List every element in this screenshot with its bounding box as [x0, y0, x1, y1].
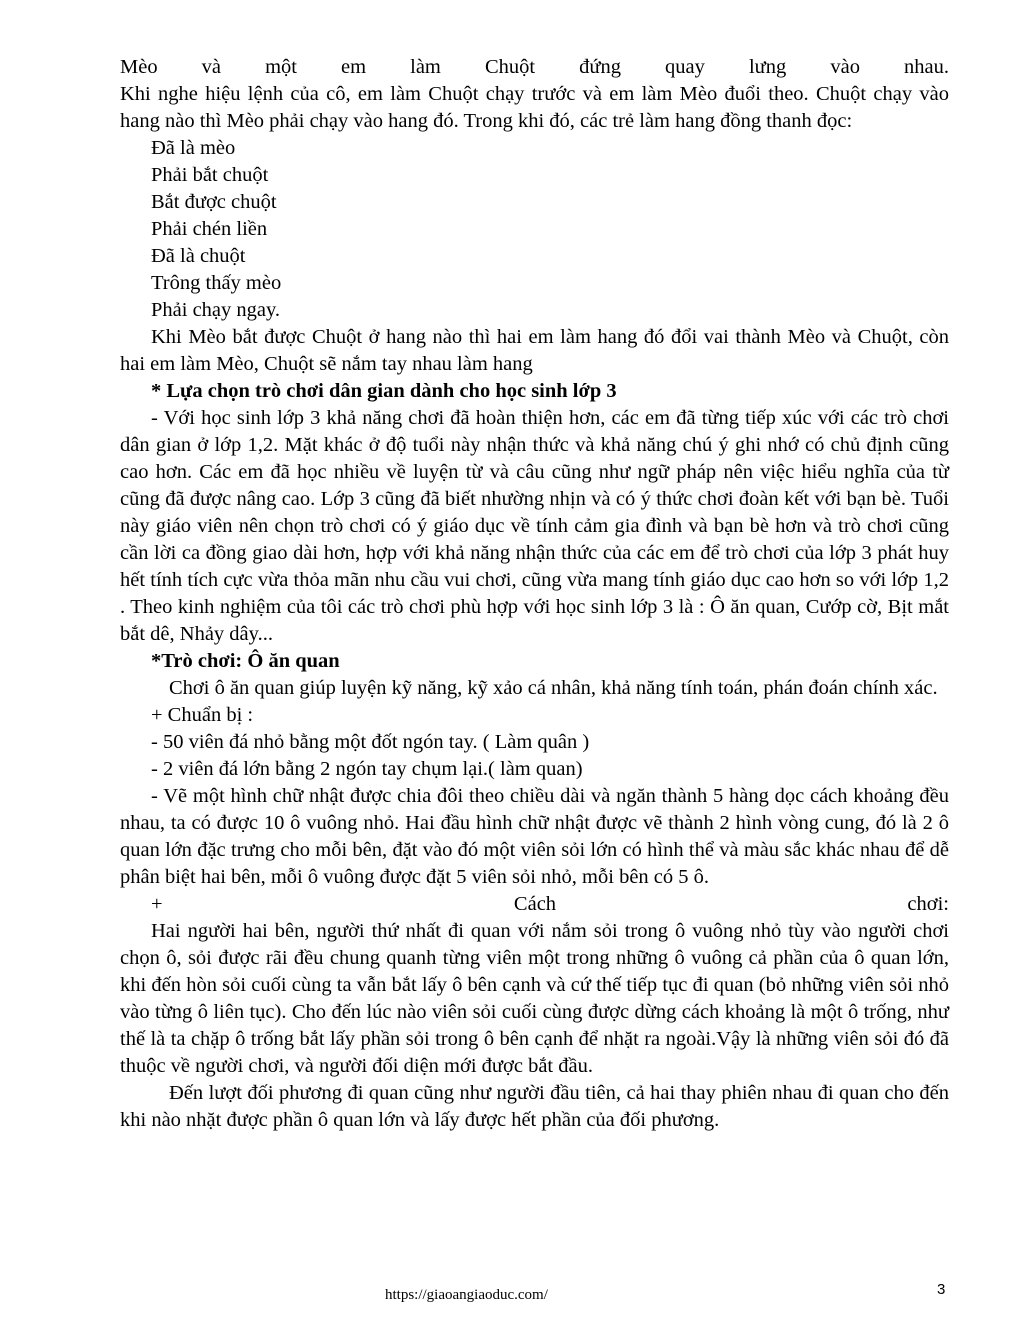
paragraph: Khi Mèo bắt được Chuột ở hang nào thì hai em làm hang đó đổi vai thành Mèo và Chuột, còn hai em làm Mèo, Chuột sẽ nắm tay nhau làm hang [120, 326, 949, 375]
verse-line: Phải chạy ngay. [151, 299, 281, 321]
document-body [120, 54, 949, 1134]
page-number: 3 [937, 1281, 946, 1298]
paragraph: Hai người hai bên, người thứ nhất đi quan với nắm sỏi trong ô vuông nhỏ tùy vào người chơi chọn ô, sỏi được rãi đều chung quanh từng viên một trong những ô vuông cả phần của ô quan lớn, khi đến hòn sỏi cuối cùng ta vẫn bắt lấy ô bên cạnh và cứ thế tiếp tục đi quan (bỏ những viên sỏi nhỏ vào từng ô liên tục). Cho đến lúc nào viên sỏi cuối cùng được dừng cách khoảng là một ô trống, như thế là ta chặp ô trống bắt lấy phần sỏi trong ô bên cạnh để nhặt ra ngoài.Vậy là những viên sỏi đó đã thuộc về người chơi, và người đối diện mới được bắt đầu. [120, 920, 949, 1077]
verse-line: Bắt được chuột [151, 191, 277, 213]
section-heading: * Lựa chọn trò chơi dân gian dành cho học sinh lớp 3 [151, 380, 617, 402]
subheading: + Chuẩn bị : [151, 704, 254, 726]
verse-line: Phải bắt chuột [151, 164, 269, 186]
list-item: - 50 viên đá nhỏ bằng một đốt ngón tay. ( Làm quân ) [151, 731, 590, 753]
paragraph: Chơi ô ăn quan giúp luyện kỹ năng, kỹ xảo cá nhân, khả năng tính toán, phán đoán chính xác. [169, 677, 938, 699]
paragraph: - Với học sinh lớp 3 khả năng chơi đã hoàn thiện hơn, các em đã từng tiếp xúc với các trò chơi dân gian ở lớp 1,2. Mặt khác ở độ tuổi này nhận thức và khả năng chú ý ghi nhớ có chủ định cũng cao hơn. Các em đã học nhiều về luyện từ và câu cũng như ngữ pháp nên việc hiểu nghĩa của từ cũng đã được nâng cao. Lớp 3 cũng đã biết nhường nhịn và có ý thức chơi đoàn kết với bạn bè. Tuổi này giáo viên nên chọn trò chơi có ý giáo dục về tính cảm gia đình và bạn bè hơn và trò chơi cũng cần lời ca đồng giao dài hơn, hợp với khả năng nhận thức của các em để trò chơi của lớp 3 phát huy hết tính tích cực vừa thỏa mãn nhu cầu vui chơi, cũng vừa mang tính giáo dục cao hơn so với lớp 1,2 . Theo kinh nghiệm của tôi các trò chơi phù hợp với học sinh lớp 3 là : Ô ăn quan, Cướp cờ, Bịt mắt bắt dê, Nhảy dây... [120, 407, 949, 645]
verse-line: Trông thấy mèo [151, 272, 282, 294]
paragraph: Đến lượt đối phương đi quan cũng như người đầu tiên, cả hai thay phiên nhau đi quan cho đến khi nào nhặt được phần ô quan lớn và lấy được hết phần của đối phương. [120, 1082, 949, 1131]
verse-line: Đã là mèo [151, 137, 236, 159]
paragraph: Mèo và một em làm Chuột đứng quay lưng vào nhau. [120, 56, 949, 78]
footer-url[interactable]: https://giaoangiaoduc.com/ [385, 1287, 548, 1303]
paragraph: Khi nghe hiệu lệnh của cô, em làm Chuột chạy trước và em làm Mèo đuổi theo. Chuột chạy vào hang nào thì Mèo phải chạy vào hang đó. Trong khi đó, các trẻ làm hang đồng thanh đọc: [120, 83, 949, 132]
list-item: - 2 viên đá lớn bằng 2 ngón tay chụm lại.( làm quan) [151, 758, 583, 780]
verse-line: Đã là chuột [151, 245, 246, 267]
paragraph: - Vẽ một hình chữ nhật được chia đôi theo chiều dài và ngăn thành 5 hàng dọc cách khoảng đều nhau, ta có được 10 ô vuông nhỏ. Hai đầu hình chữ nhật được vẽ thành 2 hình vòng cung, đó là 2 ô quan lớn đặc trưng cho mỗi bên, đặt vào đó một viên sỏi lớn có hình thể và màu sắc khác nhau để dễ phân biệt hai bên, mỗi ô vuông được đặt 5 viên sỏi nhỏ, mỗi bên có 5 ô. [120, 785, 949, 888]
subheading: + Cách chơi: [151, 893, 949, 915]
section-heading: *Trò chơi: Ô ăn quan [151, 650, 340, 672]
verse-line: Phải chén liền [151, 218, 268, 240]
